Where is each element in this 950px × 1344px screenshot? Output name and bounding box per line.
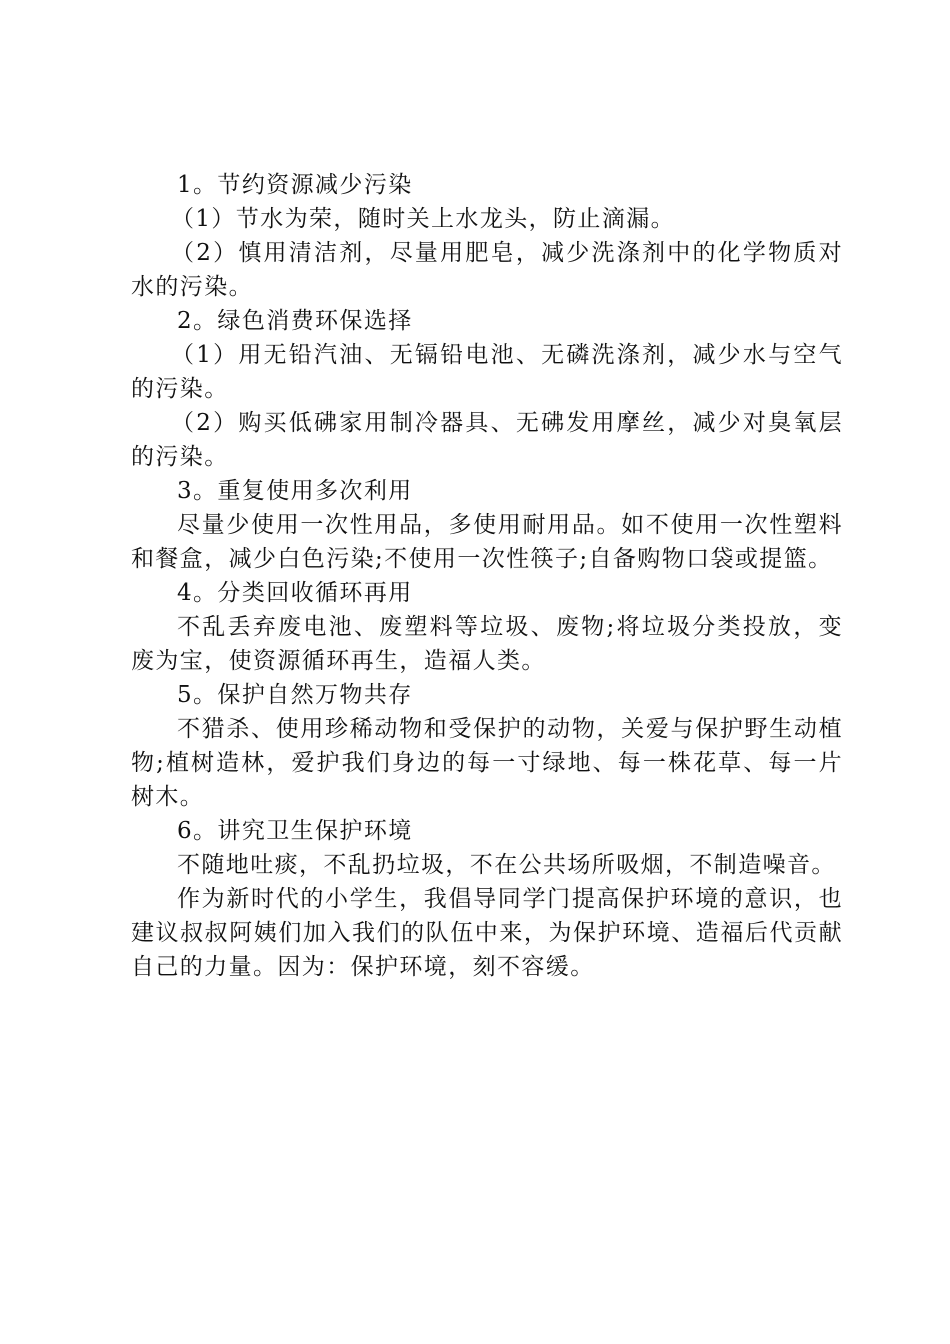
body-paragraph-3: 尽量少使用一次性用品，多使用耐用品。如不使用一次性塑料和餐盒，减少白色污染;不使用一次性筷子;自备购物口袋或提篮。	[131, 512, 843, 572]
section-heading-2: 2。绿色消费环保选择	[177, 308, 413, 334]
section-heading-4: 4。分类回收循环再用	[177, 580, 413, 606]
section-heading-5: 5。保护自然万物共存	[177, 682, 413, 708]
section-heading-3: 3。重复使用多次利用	[177, 478, 413, 504]
body-paragraph-6: 不随地吐痰，不乱扔垃圾，不在公共场所吸烟，不制造噪音。	[177, 852, 836, 878]
section-heading-1: 1。节约资源减少污染	[177, 172, 413, 198]
section-heading-6: 6。讲究卫生保护环境	[177, 818, 413, 844]
subitem-1-2: （2）慎用清洁剂，尽量用肥皂，减少洗涤剂中的化学物质对水的污染。	[131, 240, 843, 300]
subitem-2-2: （2）购买低砩家用制冷器具、无砩发用摩丝，减少对臭氧层的污染。	[131, 410, 843, 470]
subitem-2-1: （1）用无铅汽油、无镉铅电池、无磷洗涤剂，减少水与空气的污染。	[131, 342, 843, 402]
closing-paragraph: 作为新时代的小学生，我倡导同学门提高保护环境的意识，也建议叔叔阿姨们加入我们的队伍中来，为保护环境、造福后代贡献自己的力量。因为：保护环境，刻不容缓。	[131, 886, 843, 980]
body-paragraph-5: 不猎杀、使用珍稀动物和受保护的动物，关爱与保护野生动植物;植树造林，爱护我们身边的每一寸绿地、每一株花草、每一片树木。	[131, 716, 843, 810]
document-page	[131, 168, 843, 984]
body-paragraph-4: 不乱丢弃废电池、废塑料等垃圾、废物;将垃圾分类投放，变废为宝，使资源循环再生，造福人类。	[131, 614, 843, 674]
subitem-1-1: （1）节水为荣，随时关上水龙头，防止滴漏。	[171, 206, 676, 232]
